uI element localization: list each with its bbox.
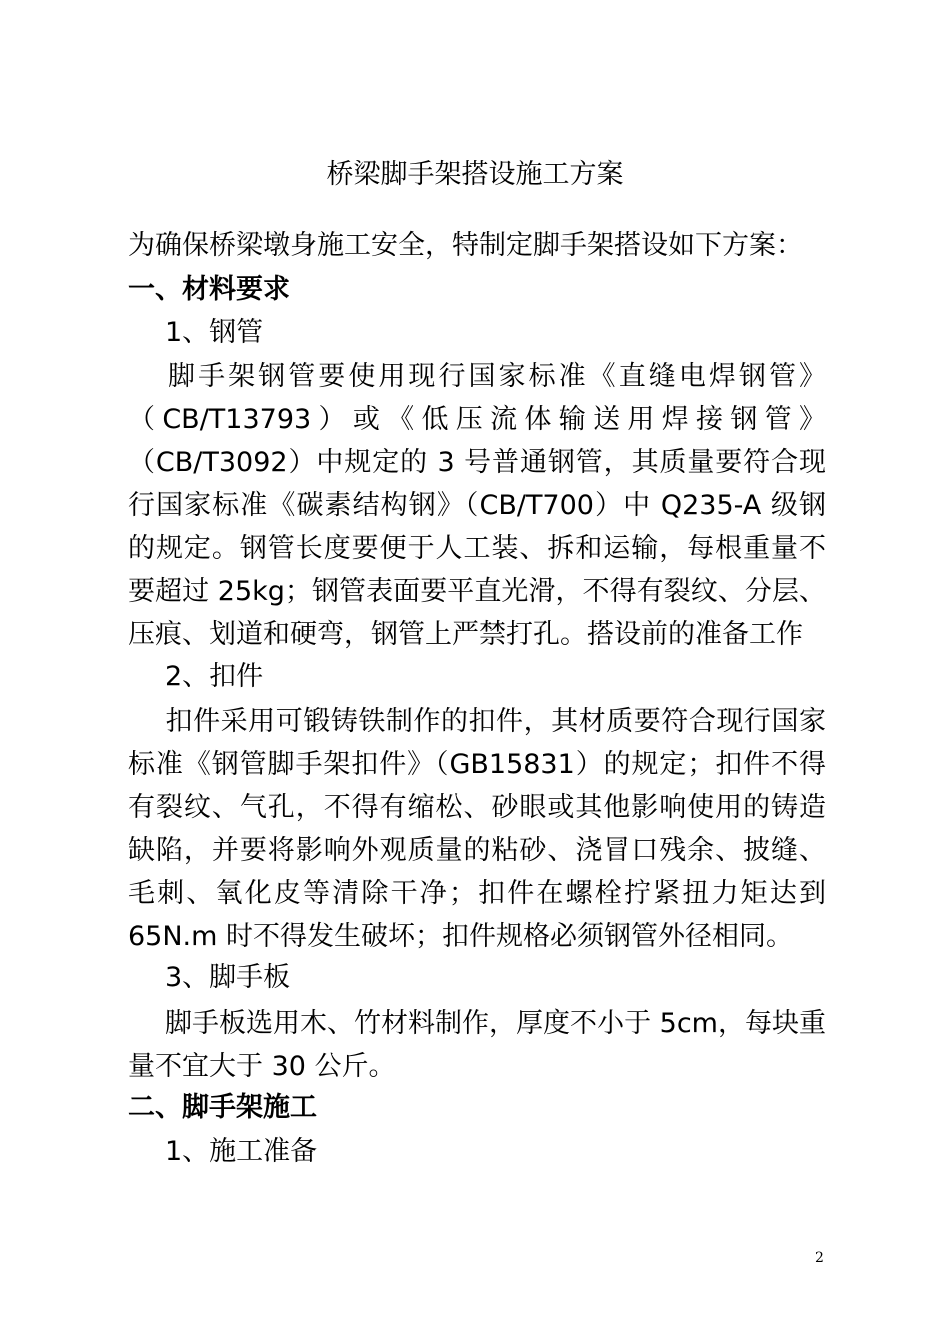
section-heading-materials: 一、材料要求 xyxy=(128,274,290,305)
page-number: 2 xyxy=(815,1250,824,1266)
paragraph-fastener xyxy=(128,700,826,958)
subheading-steel-pipe: 1、钢管 xyxy=(165,317,264,348)
paragraph-scaffold-board xyxy=(128,1002,826,1088)
paragraph-scaffold-board-text: 脚手板选用木、竹材料制作，厚度不小于 5cm，每块重量不宜大于 30 公斤。 xyxy=(128,1008,826,1082)
paragraph-steel-pipe xyxy=(128,355,826,656)
subheading-preparation: 1、施工准备 xyxy=(165,1136,318,1167)
subheading-scaffold-board: 3、脚手板 xyxy=(165,962,291,993)
section-heading-construction: 二、脚手架施工 xyxy=(128,1092,317,1123)
subheading-fastener: 2、扣件 xyxy=(165,661,264,692)
paragraph-fastener-text: 扣件采用可锻铸铁制作的扣件，其材质要符合现行国家标准《钢管脚手架扣件》（GB15831）的规定；扣件不得有裂纹、气孔，不得有缩松、砂眼或其他影响使用的铸造缺陷，并要将影响外观质量的粘砂、浇冒口残余、披缝、毛刺、氧化皮等清除干净；扣件在螺栓拧紧扭力矩达到 65N.m 时不得发生破坏；扣件规格必须钢管外径相同。 xyxy=(128,706,826,952)
paragraph-steel-pipe-text: 脚手架钢管要使用现行国家标准《直缝电焊钢管》（CB/T13793）或《低压流体输送用焊接钢管》（CB/T3092）中规定的 3 号普通钢管，其质量要符合现行国家标准《碳素结构钢》（CB/T700）中 Q235-A 级钢的规定。钢管长度要便于人工装、拆和运输，每根重量不要超过 25kg；钢管表面要平直光滑，不得有裂纹、分层、压痕、划道和硬弯，钢管上严禁打孔。搭设前的准备工作 xyxy=(128,361,826,650)
document-title: 桥梁脚手架搭设施工方案 xyxy=(326,159,624,190)
intro-text: 为确保桥梁墩身施工安全，特制定脚手架搭设如下方案： xyxy=(128,230,803,261)
